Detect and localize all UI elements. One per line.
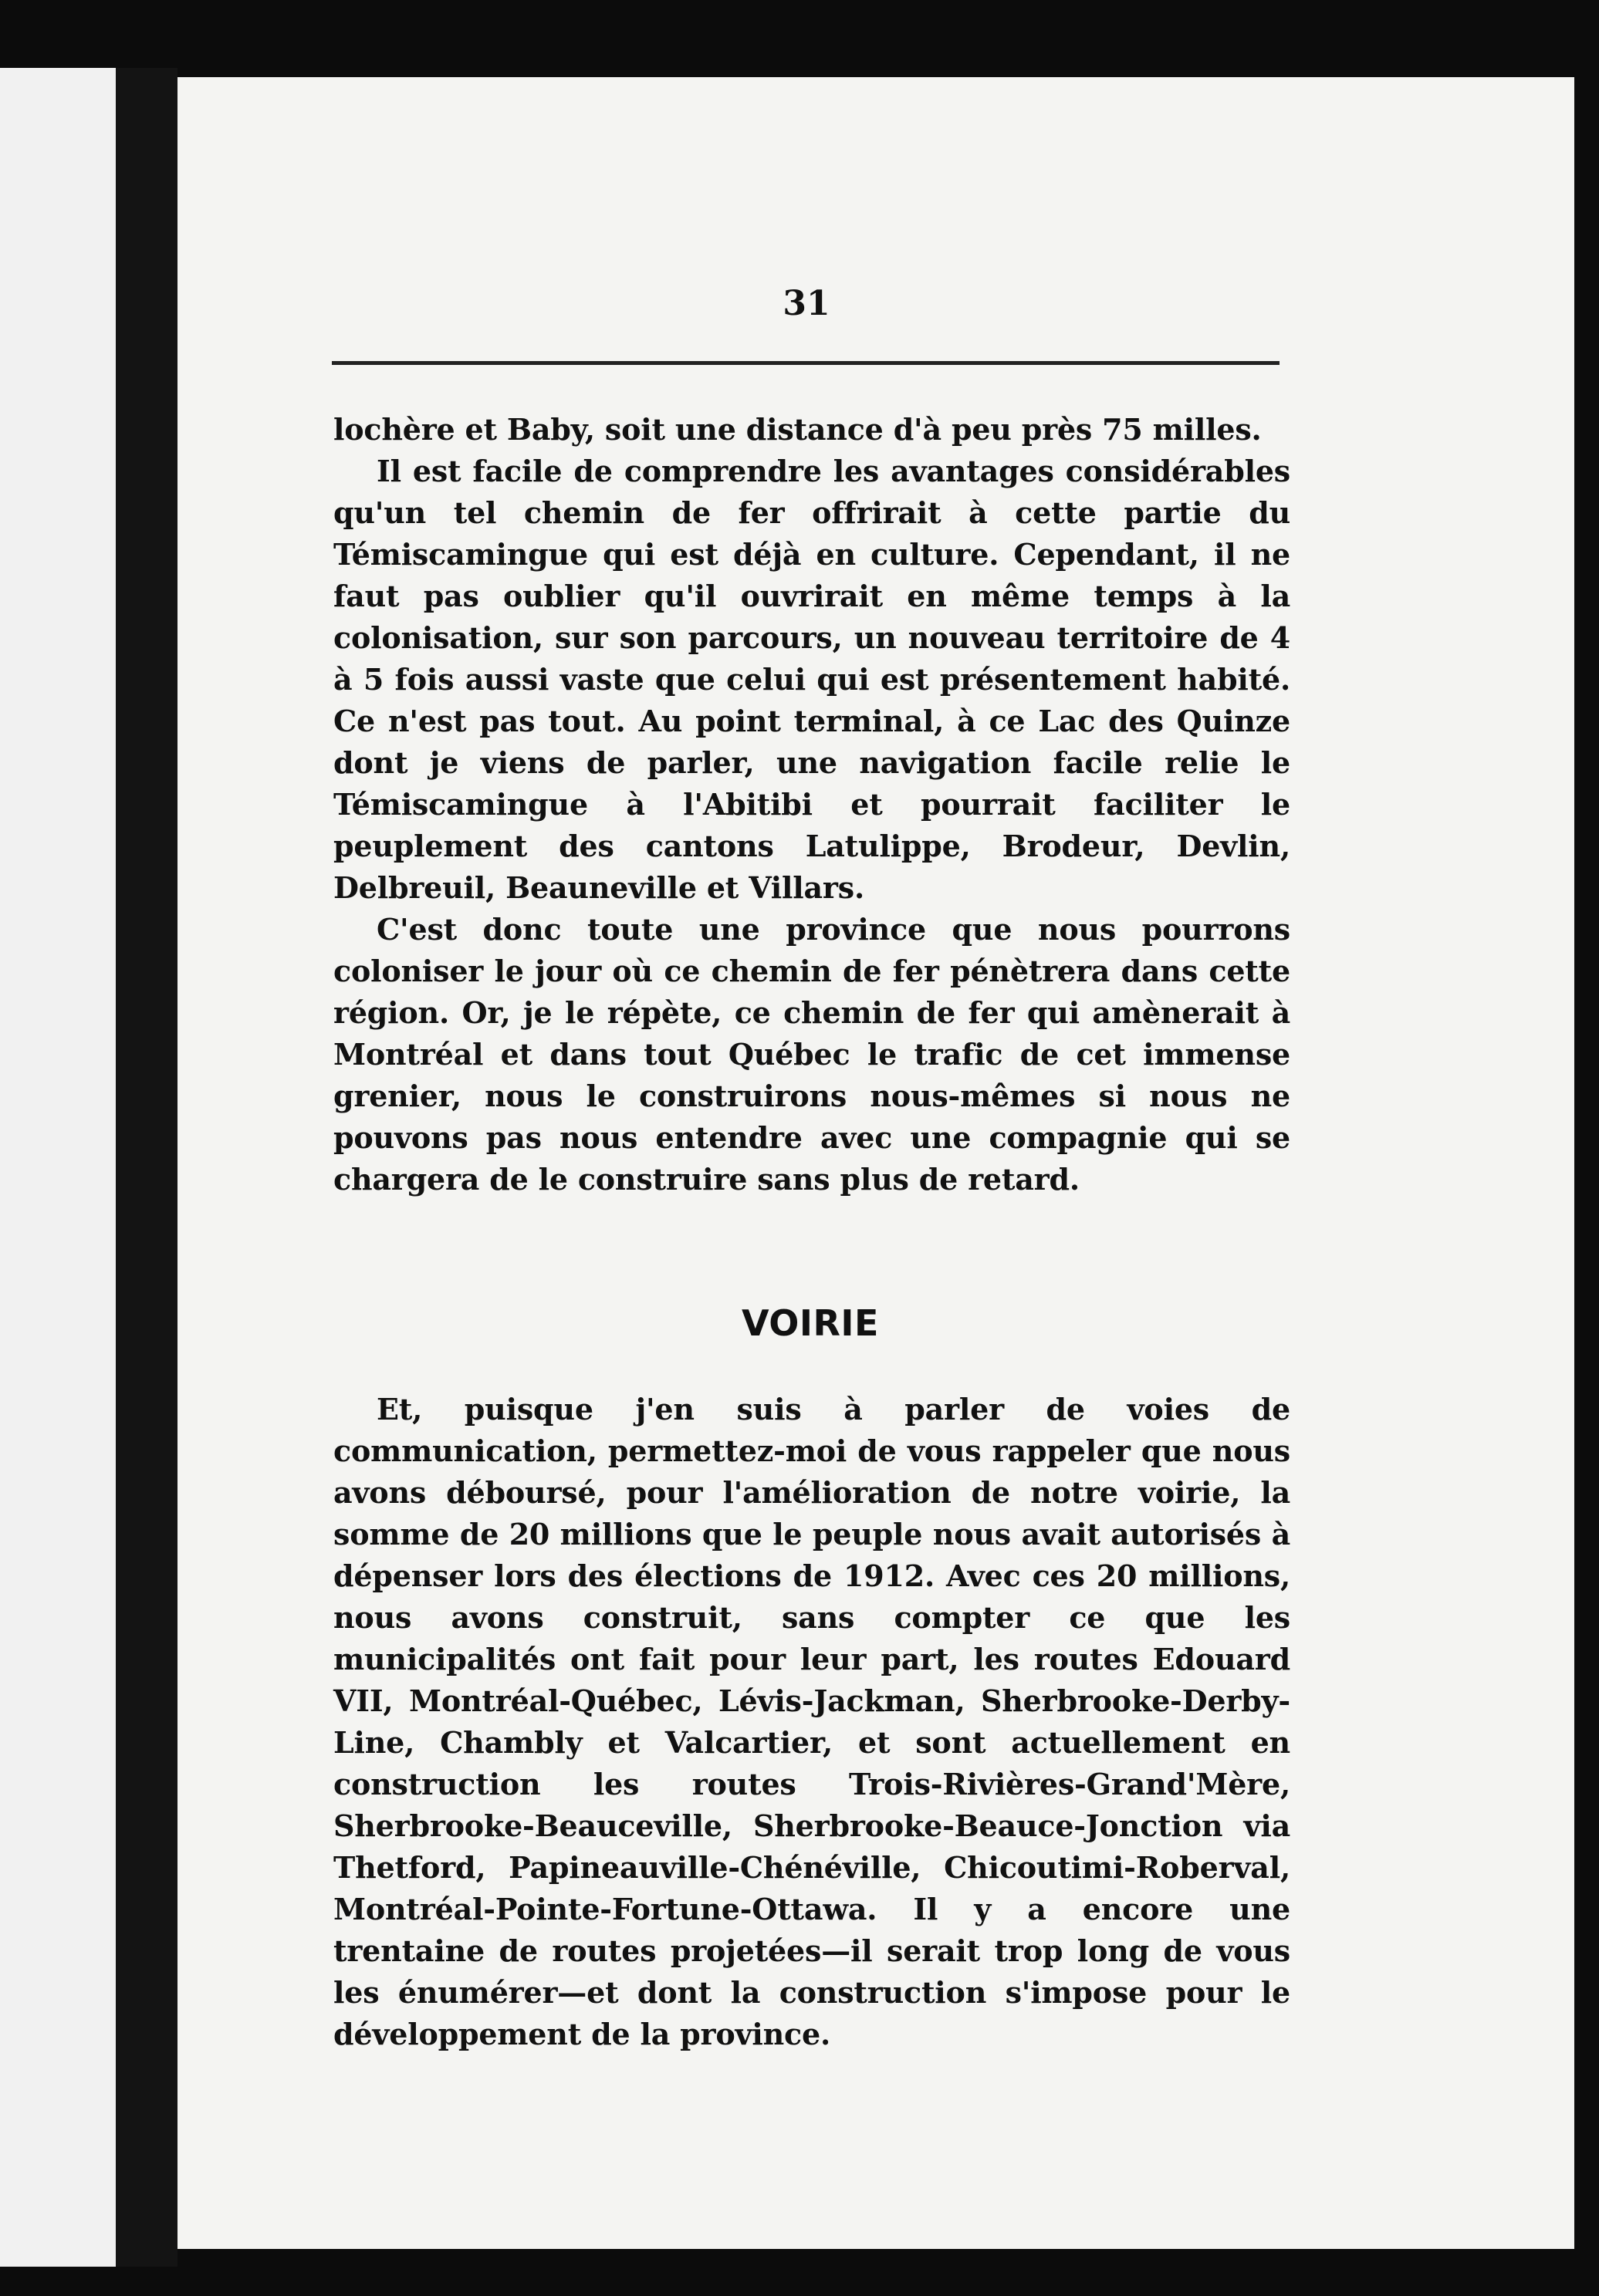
- page-number: 31: [783, 284, 830, 323]
- header-rule: [332, 361, 1280, 365]
- page: [177, 77, 1574, 2249]
- book-spine: [116, 68, 177, 2267]
- paragraph: C'est donc toute une province que nous pourrons coloniser le jour où ce chemin de fer pénètrera dans cette région. Or, je le répète, ce chemin de fer qui amènerait à Montréal et dans tout Québec le trafic de cet immense grenier, nous le construirons nous-mêmes si nous ne pouvons pas nous entendre avec une compagnie qui se chargera de le construire sans plus de retard.: [333, 912, 1290, 1197]
- paragraph: Il est facile de comprendre les avantages considérables qu'un tel chemin de fer offrirait à cette partie du Témiscamingue qui est déjà en culture. Cependant, il ne faut pas oublier qu'il ouvrirait en même temps à la colonisation, sur son parcours, un nouveau territoire de 4 à 5 fois aussi vaste que celui qui est présentement habité. Ce n'est pas tout. Au point terminal, à ce Lac des Quinze dont je viens de parler, une navigation facile relie le Témiscamingue à l'Abitibi et pourrait faciliter le peuplement des cantons Latulippe, Brodeur, Devlin, Delbreuil, Beauneville et Villars.: [333, 454, 1290, 905]
- body-text-section: [333, 1389, 1290, 2055]
- paragraph: Et, puisque j'en suis à parler de voies de communication, permettez-moi de vous rappeler que nous avons déboursé, pour l'amélioration de notre voirie, la somme de 20 millions que le peuple nous avait autorisés à dépenser lors des élections de 1912. Avec ces 20 millions, nous avons construit, sans compter ce que les municipalités ont fait pour leur part, les routes Edouard VII, Montréal-Québec, Lévis-Jackman, Sherbrooke-Derby-Line, Chambly et Valcartier, et sont actuellement en construction les routes Trois-Rivières-Grand'Mère, Sherbrooke-Beauceville, Sherbrooke-Beauce-Jonction via Thetford, Papineauville-Chénéville, Chicoutimi-Roberval, Montréal-Pointe-Fortune-Ottawa. Il y a encore une trentaine de routes projetées—il serait trop long de vous les énumérer—et dont la construction s'impose pour le développement de la province.: [333, 1392, 1290, 2051]
- section-heading: VOIRIE: [742, 1302, 879, 1344]
- paragraph-continuation: lochère et Baby, soit une distance d'à peu près 75 milles.: [333, 412, 1262, 447]
- left-page-edge: [0, 68, 116, 2267]
- body-text-top: [333, 409, 1290, 1200]
